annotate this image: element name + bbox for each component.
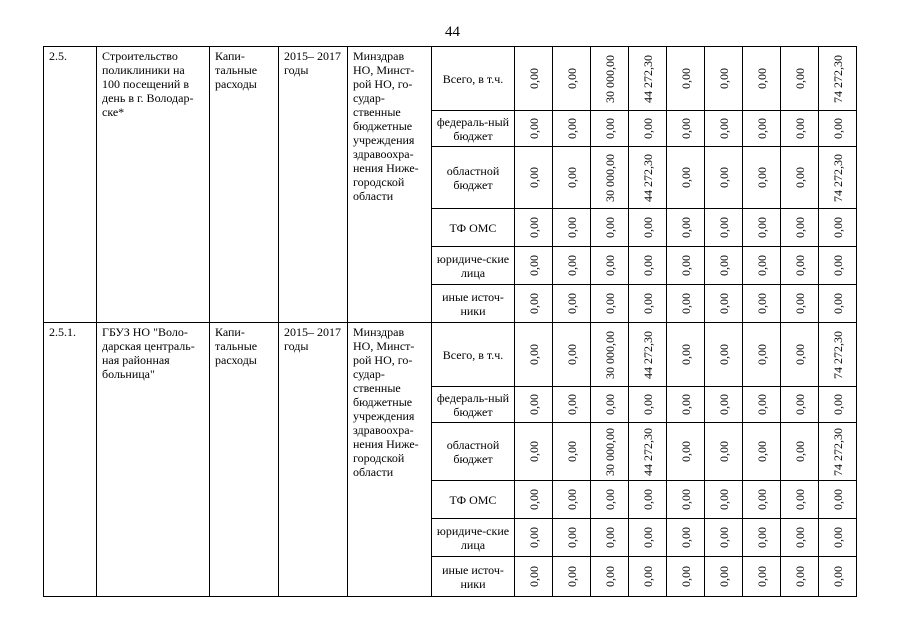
- table-row: [44, 47, 857, 111]
- amount-value: 0,00: [792, 68, 807, 89]
- executors-cell: [348, 323, 432, 597]
- amount-value: 0,00: [564, 118, 579, 139]
- amount-value: 0,00: [564, 344, 579, 365]
- amount-cell: [819, 423, 857, 481]
- amount-value: 0,00: [602, 527, 617, 548]
- amount-cell: [629, 285, 667, 323]
- amount-cell: [781, 557, 819, 597]
- funding-source: федераль-ный бюджет: [432, 387, 515, 423]
- period-cell: [279, 323, 348, 597]
- amount-cell: [515, 111, 553, 147]
- amount-value: 0,00: [678, 566, 693, 587]
- amount-cell: [515, 557, 553, 597]
- amount-value: 74 272,30: [830, 153, 845, 202]
- amount-cell: [629, 111, 667, 147]
- amount-cell: [705, 47, 743, 111]
- amount-value: 44 272,30: [640, 330, 655, 379]
- amount-cell: [781, 323, 819, 387]
- amount-cell: [819, 323, 857, 387]
- amount-value: 0,00: [716, 527, 731, 548]
- amount-cell: [705, 481, 743, 519]
- amount-cell: [553, 209, 591, 247]
- amount-value: 0,00: [640, 293, 655, 314]
- amount-value: 0,00: [716, 566, 731, 587]
- expense-type-cell: [210, 323, 279, 597]
- amount-value: 0,00: [830, 255, 845, 276]
- amount-value: 0,00: [526, 566, 541, 587]
- amount-cell: [819, 111, 857, 147]
- amount-cell: [553, 285, 591, 323]
- amount-value: 74 272,30: [830, 427, 845, 476]
- amount-value: 0,00: [754, 394, 769, 415]
- amount-cell: [515, 285, 553, 323]
- amount-value: 0,00: [564, 489, 579, 510]
- amount-value: 30 000,00: [602, 427, 617, 476]
- amount-cell: [515, 387, 553, 423]
- amount-cell: [591, 285, 629, 323]
- amount-value: 0,00: [792, 566, 807, 587]
- amount-cell: [629, 557, 667, 597]
- amount-value: 0,00: [678, 489, 693, 510]
- amount-cell: [781, 247, 819, 285]
- amount-cell: [553, 519, 591, 557]
- amount-cell: [591, 423, 629, 481]
- amount-value: 0,00: [564, 68, 579, 89]
- amount-cell: [819, 519, 857, 557]
- amount-cell: [743, 557, 781, 597]
- funding-source: юридиче-ские лица: [432, 519, 515, 557]
- amount-cell: [781, 285, 819, 323]
- item-number-cell: [44, 47, 97, 323]
- amount-value: 44 272,30: [640, 54, 655, 103]
- amount-cell: [781, 519, 819, 557]
- amount-cell: [743, 481, 781, 519]
- amount-value: 30 000,00: [602, 153, 617, 202]
- amount-cell: [515, 147, 553, 209]
- funding-source: ТФ ОМС: [432, 481, 515, 519]
- amount-value: 0,00: [602, 255, 617, 276]
- amount-cell: [819, 47, 857, 111]
- item-name-cell: [97, 47, 210, 323]
- amount-value: 0,00: [754, 489, 769, 510]
- amount-value: 0,00: [526, 167, 541, 188]
- amount-cell: [591, 519, 629, 557]
- funding-source: областной бюджет: [432, 147, 515, 209]
- amount-cell: [705, 323, 743, 387]
- amount-value: 0,00: [526, 441, 541, 462]
- amount-cell: [629, 423, 667, 481]
- amount-cell: [553, 423, 591, 481]
- amount-cell: [819, 147, 857, 209]
- amount-value: 0,00: [678, 293, 693, 314]
- amount-cell: [819, 285, 857, 323]
- amount-value: 0,00: [602, 118, 617, 139]
- amount-value: 0,00: [526, 118, 541, 139]
- amount-cell: [591, 557, 629, 597]
- amount-value: 0,00: [564, 566, 579, 587]
- period: 2015– 2017 годы: [284, 49, 341, 77]
- amount-cell: [667, 111, 705, 147]
- amount-value: 0,00: [792, 118, 807, 139]
- amount-value: 0,00: [716, 167, 731, 188]
- amount-value: 0,00: [526, 344, 541, 365]
- amount-cell: [667, 147, 705, 209]
- amount-value: 0,00: [564, 527, 579, 548]
- amount-value: 0,00: [526, 293, 541, 314]
- amount-value: 74 272,30: [830, 54, 845, 103]
- amount-cell: [743, 209, 781, 247]
- amount-cell: [667, 481, 705, 519]
- expense-type-cell: [210, 47, 279, 323]
- amount-value: 0,00: [830, 217, 845, 238]
- item-name: Строительство поликлиники на 100 посещений в день в г. Володар-ске*: [102, 49, 194, 119]
- amount-cell: [705, 285, 743, 323]
- amount-value: 0,00: [716, 489, 731, 510]
- amount-value: 74 272,30: [830, 330, 845, 379]
- amount-value: 0,00: [678, 68, 693, 89]
- amount-cell: [743, 423, 781, 481]
- amount-value: 0,00: [830, 566, 845, 587]
- amount-value: 0,00: [754, 217, 769, 238]
- amount-cell: [705, 147, 743, 209]
- amount-value: 0,00: [830, 394, 845, 415]
- amount-value: 0,00: [792, 441, 807, 462]
- period-cell: [279, 47, 348, 323]
- amount-value: 0,00: [678, 441, 693, 462]
- amount-value: 0,00: [754, 566, 769, 587]
- amount-cell: [553, 147, 591, 209]
- amount-value: 0,00: [678, 527, 693, 548]
- amount-value: 0,00: [526, 255, 541, 276]
- funding-source: юридиче-ские лица: [432, 247, 515, 285]
- amount-cell: [553, 323, 591, 387]
- amount-value: 0,00: [640, 255, 655, 276]
- amount-value: 0,00: [678, 255, 693, 276]
- item-number: 2.5.: [49, 49, 67, 63]
- amount-cell: [629, 47, 667, 111]
- amount-value: 0,00: [792, 344, 807, 365]
- amount-value: 0,00: [526, 527, 541, 548]
- amount-cell: [591, 323, 629, 387]
- amount-value: 0,00: [792, 167, 807, 188]
- amount-value: 0,00: [716, 68, 731, 89]
- amount-value: 0,00: [754, 118, 769, 139]
- amount-value: 0,00: [602, 293, 617, 314]
- amount-cell: [819, 209, 857, 247]
- amount-value: 0,00: [564, 255, 579, 276]
- amount-value: 0,00: [564, 167, 579, 188]
- amount-cell: [705, 519, 743, 557]
- amount-value: 0,00: [640, 566, 655, 587]
- item-name: ГБУЗ НО "Воло-дарская централь-ная районная больница": [102, 325, 195, 381]
- amount-cell: [743, 147, 781, 209]
- expense-type: Капи-тальные расходы: [215, 49, 258, 91]
- executors: Минздрав НО, Минст-рой НО, го-судар-ственные бюджетные учреждения здравоохра-нения Ниже-городской области: [353, 49, 419, 203]
- amount-value: 0,00: [678, 394, 693, 415]
- amount-value: 0,00: [716, 344, 731, 365]
- amount-value: 0,00: [716, 293, 731, 314]
- amount-cell: [553, 247, 591, 285]
- amount-cell: [553, 557, 591, 597]
- amount-cell: [819, 247, 857, 285]
- amount-value: 0,00: [602, 489, 617, 510]
- amount-cell: [629, 481, 667, 519]
- amount-value: 0,00: [792, 489, 807, 510]
- amount-cell: [781, 47, 819, 111]
- amount-value: 0,00: [830, 293, 845, 314]
- amount-cell: [705, 423, 743, 481]
- amount-cell: [553, 481, 591, 519]
- amount-value: 0,00: [602, 217, 617, 238]
- amount-value: 0,00: [716, 441, 731, 462]
- amount-cell: [819, 557, 857, 597]
- amount-cell: [705, 557, 743, 597]
- amount-value: 0,00: [640, 217, 655, 238]
- amount-cell: [629, 247, 667, 285]
- amount-cell: [553, 111, 591, 147]
- amount-cell: [591, 481, 629, 519]
- amount-cell: [591, 47, 629, 111]
- amount-cell: [781, 481, 819, 519]
- amount-value: 0,00: [526, 68, 541, 89]
- amount-cell: [667, 557, 705, 597]
- amount-cell: [781, 111, 819, 147]
- amount-cell: [515, 247, 553, 285]
- amount-value: 0,00: [678, 167, 693, 188]
- amount-cell: [781, 209, 819, 247]
- amount-value: 0,00: [716, 394, 731, 415]
- amount-cell: [667, 387, 705, 423]
- amount-cell: [743, 519, 781, 557]
- funding-source: ТФ ОМС: [432, 209, 515, 247]
- amount-cell: [743, 387, 781, 423]
- amount-value: 0,00: [526, 489, 541, 510]
- amount-value: 0,00: [640, 118, 655, 139]
- amount-cell: [781, 423, 819, 481]
- amount-cell: [743, 111, 781, 147]
- amount-value: 0,00: [792, 394, 807, 415]
- amount-value: 0,00: [830, 489, 845, 510]
- amount-cell: [781, 147, 819, 209]
- amount-cell: [667, 247, 705, 285]
- amount-value: 0,00: [564, 217, 579, 238]
- amount-value: 0,00: [716, 118, 731, 139]
- amount-cell: [629, 323, 667, 387]
- amount-cell: [591, 387, 629, 423]
- funding-source: иные источ-ники: [432, 557, 515, 597]
- amount-cell: [667, 423, 705, 481]
- funding-source: иные источ-ники: [432, 285, 515, 323]
- funding-source: Всего, в т.ч.: [432, 47, 515, 111]
- amount-cell: [515, 323, 553, 387]
- amount-value: 0,00: [678, 118, 693, 139]
- amount-value: 0,00: [564, 293, 579, 314]
- executors: Минздрав НО, Минст-рой НО, го-судар-ственные бюджетные учреждения здравоохра-нения Ниже-городской области: [353, 325, 419, 479]
- amount-value: 0,00: [830, 527, 845, 548]
- amount-cell: [515, 209, 553, 247]
- amount-cell: [515, 481, 553, 519]
- item-number: 2.5.1.: [49, 325, 76, 339]
- amount-value: 0,00: [754, 527, 769, 548]
- amount-cell: [819, 481, 857, 519]
- amount-value: 0,00: [754, 344, 769, 365]
- amount-cell: [667, 519, 705, 557]
- amount-value: 0,00: [792, 255, 807, 276]
- amount-value: 0,00: [754, 167, 769, 188]
- amount-value: 0,00: [792, 527, 807, 548]
- amount-cell: [667, 47, 705, 111]
- amount-cell: [629, 209, 667, 247]
- funding-source: федераль-ный бюджет: [432, 111, 515, 147]
- amount-cell: [629, 519, 667, 557]
- amount-value: 0,00: [678, 344, 693, 365]
- amount-cell: [515, 47, 553, 111]
- amount-value: 0,00: [640, 527, 655, 548]
- funding-source: областной бюджет: [432, 423, 515, 481]
- amount-value: 0,00: [716, 255, 731, 276]
- amount-cell: [667, 285, 705, 323]
- amount-value: 0,00: [526, 217, 541, 238]
- amount-cell: [591, 111, 629, 147]
- amount-value: 0,00: [602, 394, 617, 415]
- funding-source: Всего, в т.ч.: [432, 323, 515, 387]
- item-name-cell: [97, 323, 210, 597]
- amount-cell: [743, 323, 781, 387]
- amount-cell: [553, 47, 591, 111]
- amount-value: 0,00: [754, 255, 769, 276]
- amount-value: 0,00: [678, 217, 693, 238]
- amount-value: 0,00: [526, 394, 541, 415]
- amount-value: 0,00: [792, 217, 807, 238]
- program-table: [43, 46, 857, 597]
- amount-value: 0,00: [640, 489, 655, 510]
- amount-value: 44 272,30: [640, 153, 655, 202]
- amount-value: 0,00: [602, 566, 617, 587]
- amount-value: 44 272,30: [640, 427, 655, 476]
- executors-cell: [348, 47, 432, 323]
- amount-cell: [705, 387, 743, 423]
- page-number: 44: [445, 24, 460, 40]
- amount-value: 0,00: [640, 394, 655, 415]
- amount-cell: [781, 387, 819, 423]
- amount-value: 0,00: [754, 293, 769, 314]
- amount-value: 0,00: [564, 441, 579, 462]
- amount-value: 0,00: [754, 68, 769, 89]
- item-number-cell: [44, 323, 97, 597]
- amount-cell: [591, 247, 629, 285]
- amount-cell: [591, 209, 629, 247]
- amount-cell: [515, 423, 553, 481]
- amount-cell: [743, 47, 781, 111]
- amount-value: 30 000,00: [602, 330, 617, 379]
- amount-cell: [705, 111, 743, 147]
- amount-value: 0,00: [792, 293, 807, 314]
- amount-value: 0,00: [830, 118, 845, 139]
- amount-cell: [515, 519, 553, 557]
- period: 2015– 2017 годы: [284, 325, 341, 353]
- amount-value: 0,00: [564, 394, 579, 415]
- table-row: [44, 323, 857, 387]
- amount-cell: [553, 387, 591, 423]
- amount-value: 30 000,00: [602, 54, 617, 103]
- amount-cell: [705, 209, 743, 247]
- expense-type: Капи-тальные расходы: [215, 325, 258, 367]
- amount-cell: [667, 323, 705, 387]
- amount-cell: [819, 387, 857, 423]
- amount-cell: [629, 147, 667, 209]
- amount-cell: [591, 147, 629, 209]
- amount-value: 0,00: [716, 217, 731, 238]
- amount-cell: [667, 209, 705, 247]
- amount-value: 0,00: [754, 441, 769, 462]
- amount-cell: [743, 247, 781, 285]
- amount-cell: [743, 285, 781, 323]
- amount-cell: [705, 247, 743, 285]
- amount-cell: [629, 387, 667, 423]
